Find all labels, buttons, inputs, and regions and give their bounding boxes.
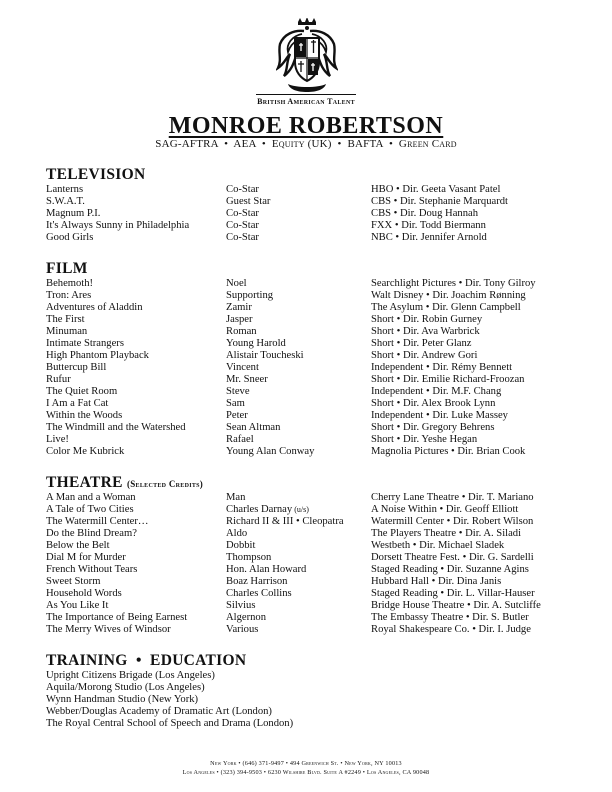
theatre-credit-production: Westbeth • Dir. Michael Sladek [371,540,505,551]
film-credit-title: Buttercup Bill [46,362,107,373]
theatre-credit-title: As You Like It [46,600,109,611]
theatre-credit-title: A Tale of Two Cities [46,504,134,515]
television-credit-row [46,208,576,220]
theatre-credit-title: Below the Belt [46,540,110,551]
film-credit-title: Tron: Ares [46,290,92,301]
film-title: FILM [46,260,88,277]
agency-rule [256,94,356,95]
footer-new-york: New York • (646) 371-9497 • 494 Greenwich St. • New York, NY 10013 [210,760,402,767]
theatre-credit-role: Aldo [226,528,248,539]
film-credit-role: Roman [226,326,257,337]
film-credit-role: Noel [226,278,247,289]
theatre-credit-production: The Players Theatre • Dir. A. Siladi [371,528,522,539]
theatre-credit-row [46,612,576,624]
theatre-credit-role: Thompson [226,552,272,563]
theatre-credit-title: Household Words [46,588,122,599]
film-credit-production: Walt Disney • Dir. Joachim Rønning [371,290,526,301]
theatre-credit-production: A Noise Within • Dir. Geoff Elliott [371,504,519,515]
film-credit-role: Peter [226,410,248,421]
television-credit-role: Co-Star [226,220,259,231]
television-credit-role: Co-Star [226,232,259,243]
theatre-credit-title: Dial M for Murder [46,552,126,563]
training-item: Upright Citizens Brigade (Los Angeles) [46,670,215,681]
theatre-credit-row [46,600,576,612]
theatre-credit-row [46,528,576,540]
film-credit-row [46,362,576,374]
theatre-credit-row [46,540,576,552]
television-credit-row [46,232,576,244]
theatre-credit-production: Hubbard Hall • Dir. Dina Janis [371,576,502,587]
training-item: Webber/Douglas Academy of Dramatic Art (London) [46,706,272,717]
film-credit-production: Independent • Dir. Rémy Bennett [371,362,513,373]
theatre-credit-role: Hon. Alan Howard [226,564,307,575]
theatre-credit-title: Do the Blind Dream? [46,528,137,539]
television-credit-title: Magnum P.I. [46,208,101,219]
theatre-credit-title: The Watermill Center… [46,516,149,527]
training-title: TRAINING • EDUCATION [46,652,247,669]
film-credit-production: Short • Dir. Alex Brook Lynn [371,398,496,409]
film-credit-title: Rufur [46,374,71,385]
film-credit-row [46,374,576,386]
theatre-credit-production: Royal Shakespeare Co. • Dir. I. Judge [371,624,531,635]
theatre-credit-production: The Embassy Theatre • Dir. S. Butler [371,612,529,623]
television-credit-production: FXX • Dir. Todd Biermann [371,220,486,231]
theatre-credit-production: Staged Reading • Dir. Suzanne Agins [371,564,529,575]
unions-line: SAG-AFTRA • AEA • Equity (UK) • BAFTA • Green Card [155,138,457,150]
film-credit-role: Mr. Sneer [226,374,268,385]
television-credit-production: NBC • Dir. Jennifer Arnold [371,232,487,243]
theatre-credit-role: Dobbit [226,540,256,551]
film-credit-production: Independent • Dir. Luke Massey [371,410,508,421]
film-credit-production: Short • Dir. Peter Glanz [371,338,472,349]
film-credit-production: Magnolia Pictures • Dir. Brian Cook [371,446,526,457]
theatre-credit-production: Staged Reading • Dir. L. Villar-Hauser [371,588,535,599]
television-credit-row [46,184,576,196]
television-credit-title: Lanterns [46,184,84,195]
film-credit-title: The First [46,314,85,325]
film-credit-title: Within the Woods [46,410,123,421]
theatre-credit-row [46,588,576,600]
film-credit-row [46,326,576,338]
film-credit-production: Searchlight Pictures • Dir. Tony Gilroy [371,278,536,289]
film-credit-title: Live! [46,434,69,445]
theatre-credit-production: Watermill Center • Dir. Robert Wilson [371,516,534,527]
film-credit-title: Intimate Strangers [46,338,124,349]
training-item: Wynn Handman Studio (New York) [46,694,199,705]
television-credit-role: Co-Star [226,184,259,195]
theatre-section [46,474,576,636]
theatre-credit-row [46,564,576,576]
film-credits [46,278,576,458]
television-section [46,166,576,244]
television-credit-production: HBO • Dir. Geeta Vasant Patel [371,184,501,195]
theatre-credit-role: Boaz Harrison [226,576,288,587]
film-credit-row [46,434,576,446]
theatre-credit-row [46,552,576,564]
film-credit-row [46,410,576,422]
film-credit-role: Sean Altman [226,422,281,433]
theatre-credit-title: The Importance of Being Earnest [46,612,188,623]
film-credit-role: Zamir [226,302,252,313]
film-credit-role: Steve [226,386,250,397]
television-credit-title: Good Girls [46,232,94,243]
theatre-credit-title: The Merry Wives of Windsor [46,624,171,635]
theatre-subtitle: (Selected Credits) [126,479,204,489]
television-credit-row [46,220,576,232]
film-credit-role: Rafael [226,434,254,445]
film-credit-row [46,290,576,302]
training-item: Aquila/Morong Studio (Los Angeles) [46,682,205,693]
theatre-credit-role: Algernon [226,612,267,623]
theatre-credit-production: Bridge House Theatre • Dir. A. Sutcliffe [371,600,541,611]
theatre-credit-row [46,516,576,528]
film-credit-row [46,314,576,326]
training-section [46,652,576,730]
training-list [46,670,576,730]
television-credit-title: S.W.A.T. [46,196,85,207]
film-credit-role: Sam [226,398,245,409]
film-credit-title: Behemoth! [46,278,94,289]
theatre-credit-title: A Man and a Woman [46,492,136,503]
actor-name [0,113,612,140]
actor-name-text: MONROE ROBERTSON [168,113,444,139]
television-credit-production: CBS • Dir. Stephanie Marquardt [371,196,508,207]
film-credit-role: Jasper [226,314,253,325]
television-credit-role: Co-Star [226,208,259,219]
film-credit-production: Short • Dir. Ava Warbrick [371,326,480,337]
film-credit-production: Short • Dir. Gregory Behrens [371,422,495,433]
film-credit-row [46,278,576,290]
theatre-credit-row [46,624,576,636]
training-item: The Royal Central School of Speech and Drama (London) [46,718,294,729]
theatre-credit-row [46,504,576,516]
theatre-credit-role: Man [226,492,246,503]
agency-name: British American Talent [257,97,355,106]
film-credit-title: Minuman [46,326,88,337]
theatre-credit-production: Cherry Lane Theatre • Dir. T. Mariano [371,492,534,503]
film-credit-row [46,302,576,314]
film-credit-row [46,350,576,362]
theatre-title [46,474,576,492]
film-credit-title: The Quiet Room [46,386,118,397]
theatre-credit-role: Charles Collins [226,588,292,599]
theatre-credit-role: Silvius [226,600,256,611]
film-credit-row [46,422,576,434]
film-credit-row [46,338,576,350]
television-title: TELEVISION [46,166,146,183]
film-credit-role: Young Alan Conway [226,446,315,457]
film-credit-title: The Windmill and the Watershed [46,422,186,433]
theatre-credit-role: Various [226,624,259,635]
film-credit-production: Short • Dir. Robin Gurney [371,314,483,325]
film-credit-role: Alistair Toucheski [226,350,304,361]
theatre-credit-role: Charles Darnay (u/s) [226,504,309,515]
television-credit-production: CBS • Dir. Doug Hannah [371,208,478,219]
film-credit-production: The Asylum • Dir. Glenn Campbell [371,302,521,313]
film-credit-title: I Am a Fat Cat [46,398,109,409]
television-credit-title: It's Always Sunny in Philadelphia [46,220,190,231]
understudy-note: (u/s) [292,505,309,514]
film-credit-title: Color Me Kubrick [46,446,125,457]
film-credit-row [46,398,576,410]
theatre-title-text: THEATRE [46,474,123,491]
television-credits [46,184,576,244]
footer-los-angeles: Los Angeles • (323) 394-9503 • 6230 Wilshire Blvd. Suite A #2249 • Los Angeles, CA 90048 [182,769,430,776]
crest-logo-icon [276,18,338,96]
theatre-credit-row [46,492,576,504]
theatre-credits [46,492,576,636]
film-credit-title: Adventures of Aladdin [46,302,143,313]
film-credit-production: Short • Dir. Emilie Richard-Froozan [371,374,525,385]
film-credit-title: High Phantom Playback [46,350,149,361]
theatre-credit-role: Richard II & III • Cleopatra [226,516,344,527]
theatre-credit-production: Dorsett Theatre Fest. • Dir. G. Sardelli [371,552,534,563]
film-credit-role: Vincent [226,362,259,373]
film-credit-production: Short • Dir. Yeshe Hegan [371,434,478,445]
television-credit-role: Guest Star [226,196,271,207]
film-credit-role: Young Harold [226,338,286,349]
film-credit-production: Short • Dir. Andrew Gori [371,350,478,361]
film-section [46,260,576,458]
film-credit-role: Supporting [226,290,274,301]
theatre-credit-title: French Without Tears [46,564,138,575]
television-credit-row [46,196,576,208]
theatre-credit-title: Sweet Storm [46,576,101,587]
film-credit-row [46,446,576,458]
film-credit-production: Independent • Dir. M.F. Chang [371,386,502,397]
film-credit-row [46,386,576,398]
theatre-credit-row [46,576,576,588]
